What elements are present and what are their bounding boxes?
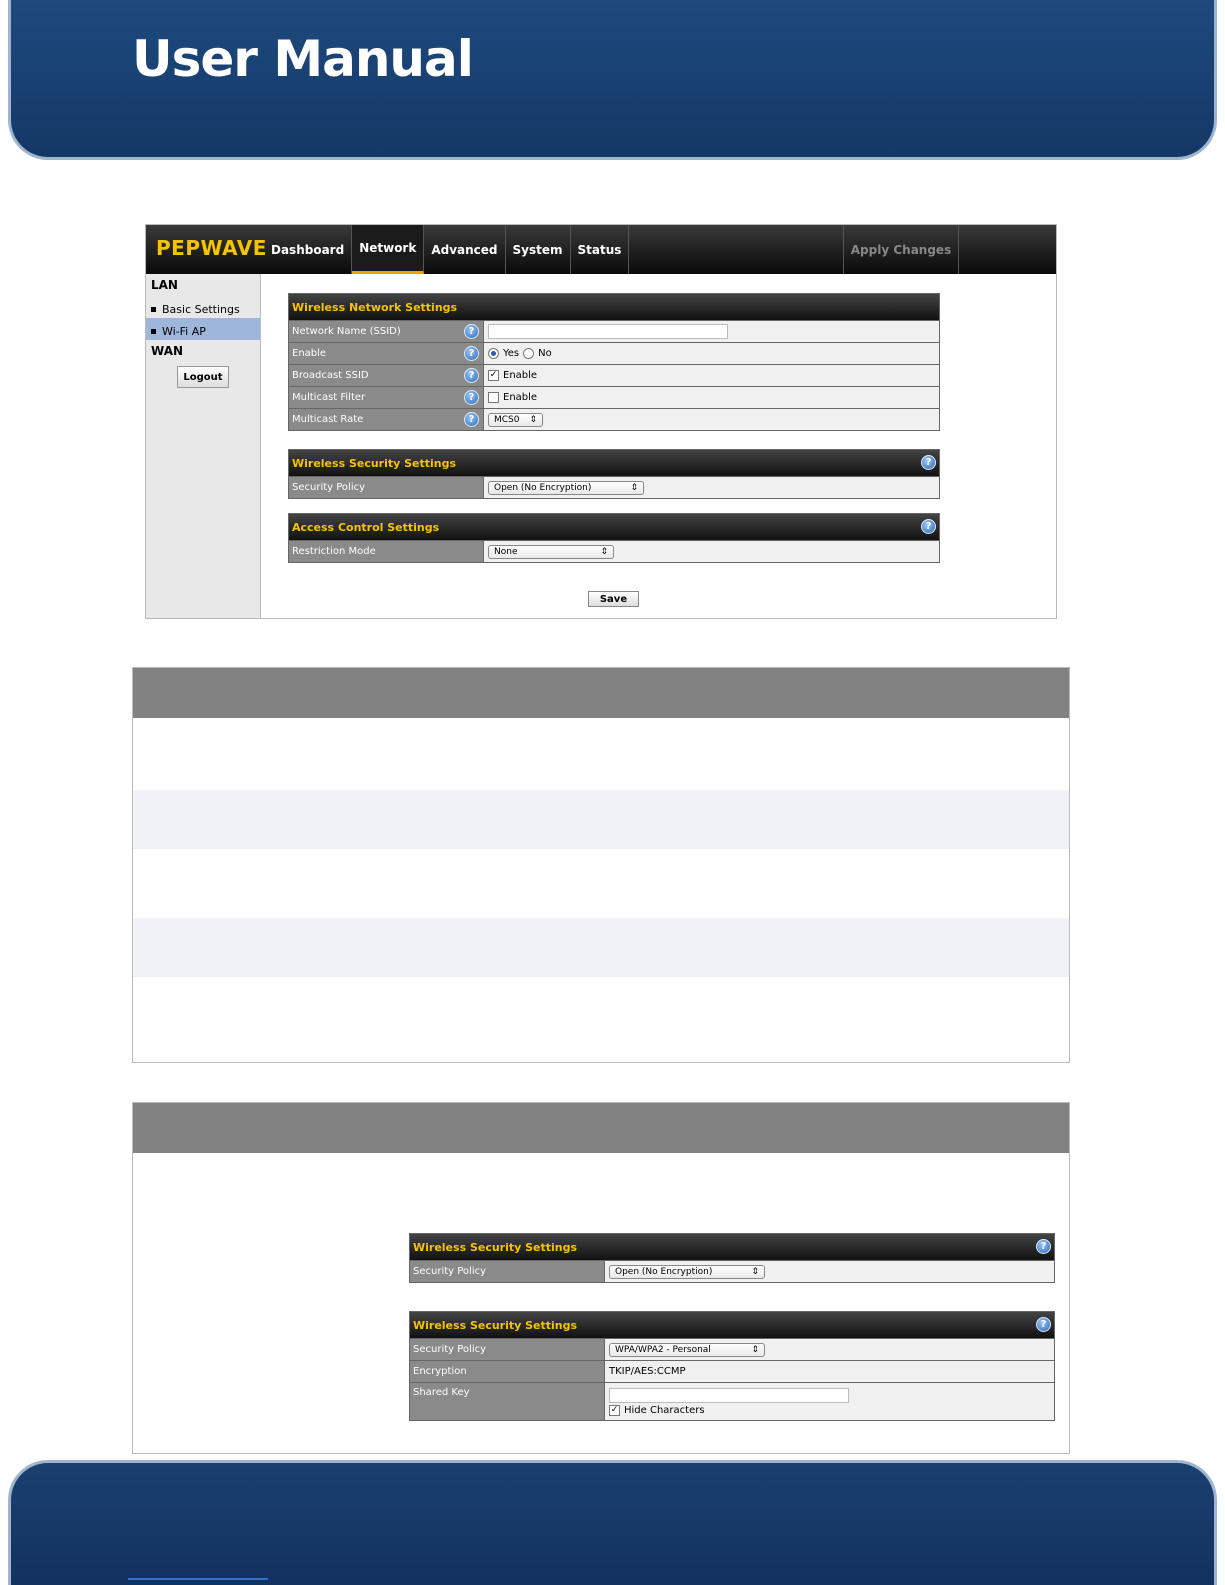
restriction-mode-value: None	[494, 546, 518, 557]
security-policy-value: WPA/WPA2 - Personal	[615, 1344, 711, 1355]
panel-title: Wireless Security Settings	[413, 1240, 578, 1254]
enable-yes-radio[interactable]	[488, 348, 499, 359]
enable-row	[289, 342, 939, 364]
sidebar-item-label: Wi-Fi AP	[162, 324, 206, 338]
enable-label: Enable	[292, 348, 327, 359]
table-row	[133, 918, 1069, 977]
tab-advanced[interactable]: Advanced	[424, 225, 505, 274]
security-policy-label: Security Policy	[413, 1266, 487, 1277]
security-example-open	[409, 1233, 1055, 1283]
enable-no-label: No	[538, 348, 552, 359]
enable-no-radio[interactable]	[523, 348, 534, 359]
help-icon[interactable]: ?	[464, 346, 479, 361]
multicast-rate-label: Multicast Rate	[292, 414, 364, 425]
multicast-rate-value: MCS0	[494, 414, 520, 425]
access-control-panel	[288, 513, 940, 563]
tab-dashboard[interactable]: Dashboard	[264, 225, 352, 274]
hide-characters-label: Hide Characters	[624, 1404, 705, 1416]
help-icon[interactable]: ?	[921, 455, 936, 470]
multicast-filter-checkbox[interactable]	[488, 392, 499, 403]
security-policy-value: Open (No Encryption)	[615, 1266, 713, 1277]
security-policy-select[interactable]	[609, 1343, 765, 1357]
ssid-row	[289, 320, 939, 342]
select-arrows-icon: ⇕	[630, 482, 638, 493]
security-table	[132, 1102, 1070, 1454]
security-policy-select[interactable]	[609, 1265, 765, 1279]
help-icon[interactable]: ?	[464, 412, 479, 427]
tab-status[interactable]: Status	[571, 225, 630, 274]
shared-key-input[interactable]	[609, 1388, 849, 1403]
shared-key-label: Shared Key	[413, 1387, 470, 1398]
sidebar-heading-lan: LAN	[151, 278, 178, 292]
multicast-rate-row	[289, 408, 939, 430]
security-example-wpa	[409, 1311, 1055, 1421]
top-nav-bar	[146, 225, 1056, 274]
encryption-label: Encryption	[413, 1366, 467, 1377]
multicast-rate-select[interactable]	[488, 413, 543, 427]
apply-changes-button[interactable]: Apply Changes	[843, 225, 959, 274]
select-arrows-icon: ⇕	[751, 1266, 759, 1277]
broadcast-ssid-label: Broadcast SSID	[292, 370, 369, 381]
sidebar	[146, 274, 261, 618]
restriction-mode-row	[289, 540, 939, 562]
restriction-mode-select[interactable]	[488, 545, 614, 559]
wireless-network-panel	[288, 293, 940, 431]
panel-title: Access Control Settings	[292, 520, 440, 534]
page-title: User Manual	[132, 30, 473, 88]
sidebar-item-basic-settings[interactable]	[146, 296, 260, 318]
hide-characters-checkbox[interactable]: ✓	[610, 1404, 619, 1415]
help-icon[interactable]: ?	[464, 324, 479, 339]
security-policy-label: Security Policy	[292, 482, 366, 493]
select-arrows-icon: ⇕	[600, 546, 608, 557]
ssid-input[interactable]	[488, 324, 728, 339]
multicast-filter-row	[289, 386, 939, 408]
security-policy-row	[289, 476, 939, 498]
security-policy-value: Open (No Encryption)	[494, 482, 592, 493]
settings-table	[132, 667, 1070, 1063]
pepwave-logo: PEPWAVE	[156, 236, 267, 260]
tab-system[interactable]: System	[506, 225, 571, 274]
panel-title: Wireless Network Settings	[289, 294, 939, 320]
tab-network[interactable]: Network	[352, 225, 424, 274]
sidebar-item-label: Basic Settings	[162, 302, 240, 316]
select-arrows-icon: ⇕	[529, 414, 537, 425]
select-arrows-icon: ⇕	[751, 1344, 759, 1355]
broadcast-ssid-row	[289, 364, 939, 386]
footer-link-underline	[128, 1578, 268, 1580]
broadcast-ssid-option: Enable	[503, 370, 538, 381]
multicast-filter-option: Enable	[503, 392, 538, 403]
help-icon[interactable]: ?	[464, 368, 479, 383]
security-policy-select[interactable]	[488, 481, 644, 495]
restriction-mode-label: Restriction Mode	[292, 546, 376, 557]
table-row	[133, 718, 1069, 790]
enable-yes-label: Yes	[503, 348, 520, 359]
panel-title: Wireless Security Settings	[292, 456, 457, 470]
table-row	[133, 849, 1069, 918]
table-header	[133, 668, 1069, 718]
help-icon[interactable]: ?	[1036, 1239, 1051, 1254]
table-row	[133, 977, 1069, 1062]
help-icon[interactable]: ?	[464, 390, 479, 405]
table-row	[133, 790, 1069, 849]
wireless-security-panel	[288, 449, 940, 499]
pepwave-screenshot	[145, 224, 1057, 619]
sidebar-item-wifi-ap[interactable]	[146, 318, 260, 340]
broadcast-ssid-checkbox[interactable]: ✓	[489, 370, 498, 380]
ssid-label: Network Name (SSID)	[292, 326, 401, 337]
help-icon[interactable]: ?	[921, 519, 936, 534]
bullet-icon	[151, 307, 156, 312]
footer-banner	[8, 1460, 1217, 1585]
panel-title: Wireless Security Settings	[413, 1318, 578, 1332]
security-policy-label: Security Policy	[413, 1344, 487, 1355]
help-icon[interactable]: ?	[1036, 1317, 1051, 1332]
table-header	[133, 1103, 1069, 1153]
sidebar-heading-wan[interactable]: WAN	[151, 344, 184, 358]
encryption-value: TKIP/AES:CCMP	[609, 1366, 686, 1377]
logout-button[interactable]: Logout	[177, 366, 229, 388]
multicast-filter-label: Multicast Filter	[292, 392, 366, 403]
save-button[interactable]: Save	[588, 591, 639, 607]
main-nav	[264, 225, 629, 274]
bullet-icon	[151, 329, 156, 334]
